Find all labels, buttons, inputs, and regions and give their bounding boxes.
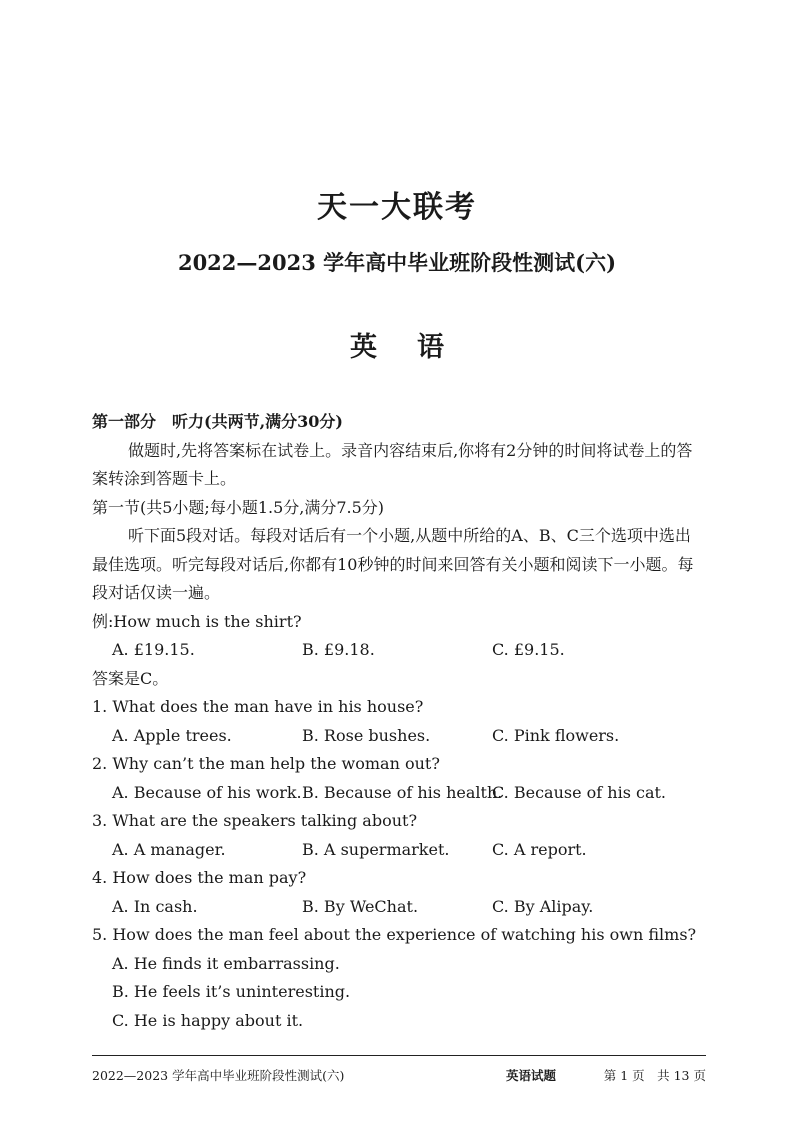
example-option-b: B. £9.18. — [302, 640, 375, 659]
section1-heading: 第一节(共5小题;每小题1.5分,满分7.5分) — [92, 497, 385, 517]
footer-page-number: 第 1 页 共 13 页 — [603, 1068, 706, 1083]
question-4: 4. How does the man pay? — [92, 868, 307, 887]
question-1: 1. What does the man have in his house? — [92, 697, 424, 716]
question-option: A. He finds it embarrassing. — [112, 953, 340, 973]
question-option: A. A manager. — [112, 839, 226, 859]
footer-subject: 英语试题 — [506, 1068, 557, 1083]
page-footer — [92, 1066, 706, 1086]
exam-title: 天一大联考 — [317, 190, 477, 225]
example-options — [92, 636, 704, 665]
section1-instructions: 听下面5段对话。每段对话后有一个小题,从题中所给的A、B、C三个选项中选出最佳选项。听完每段对话后,你都有10秒钟的时间来回答有关小题和阅读下一小题。每段对话仅读一遍。 — [92, 526, 694, 602]
question-option: B. He feels it’s uninteresting. — [112, 982, 351, 1001]
question-4-options — [92, 893, 704, 922]
question-option: B. A supermarket. — [302, 839, 450, 859]
question-option: C. Because of his cat. — [492, 782, 667, 802]
question-option: A. Because of his work. — [112, 782, 302, 802]
question-option: C. He is happy about it. — [112, 1010, 304, 1030]
question-option: C. Pink flowers. — [492, 725, 620, 745]
question-option: C. A report. — [492, 839, 587, 859]
exam-subject: 英语 — [350, 332, 484, 363]
question-option: B. Because of his health. — [302, 782, 503, 802]
example-option-c: C. £9.15. — [492, 640, 565, 659]
example-answer: 答案是C。 — [92, 668, 169, 688]
question-2-options — [92, 779, 704, 808]
question-3-options — [92, 836, 704, 865]
footer-exam-name: 2022—2023 学年高中毕业班阶段性测试(六) — [92, 1068, 345, 1083]
question-option: A. In cash. — [112, 896, 198, 916]
footer-divider — [92, 1055, 706, 1056]
question-option: A. Apple trees. — [112, 725, 232, 745]
exam-subtitle: 2022—2023 学年高中毕业班阶段性测试(六) — [177, 250, 617, 275]
example-option-a: A. £19.15. — [112, 640, 195, 659]
question-option: B. By WeChat. — [302, 896, 419, 916]
part1-heading: 第一部分 听力(共两节,满分30分) — [92, 412, 343, 431]
question-2: 2. Why can’t the man help the woman out? — [92, 754, 440, 773]
question-option: C. By Alipay. — [492, 896, 594, 916]
part1-instructions: 做题时,先将答案标在试卷上。录音内容结束后,你将有2分钟的时间将试卷上的答案转涂到答题卡上。 — [92, 440, 693, 488]
question-3: 3. What are the speakers talking about? — [92, 811, 418, 830]
exam-body — [92, 408, 704, 1035]
question-5: 5. How does the man feel about the experience of watching his own films? — [92, 925, 697, 944]
question-option: B. Rose bushes. — [302, 725, 431, 745]
question-1-options — [92, 722, 704, 751]
example-question: 例:How much is the shirt? — [92, 611, 302, 631]
